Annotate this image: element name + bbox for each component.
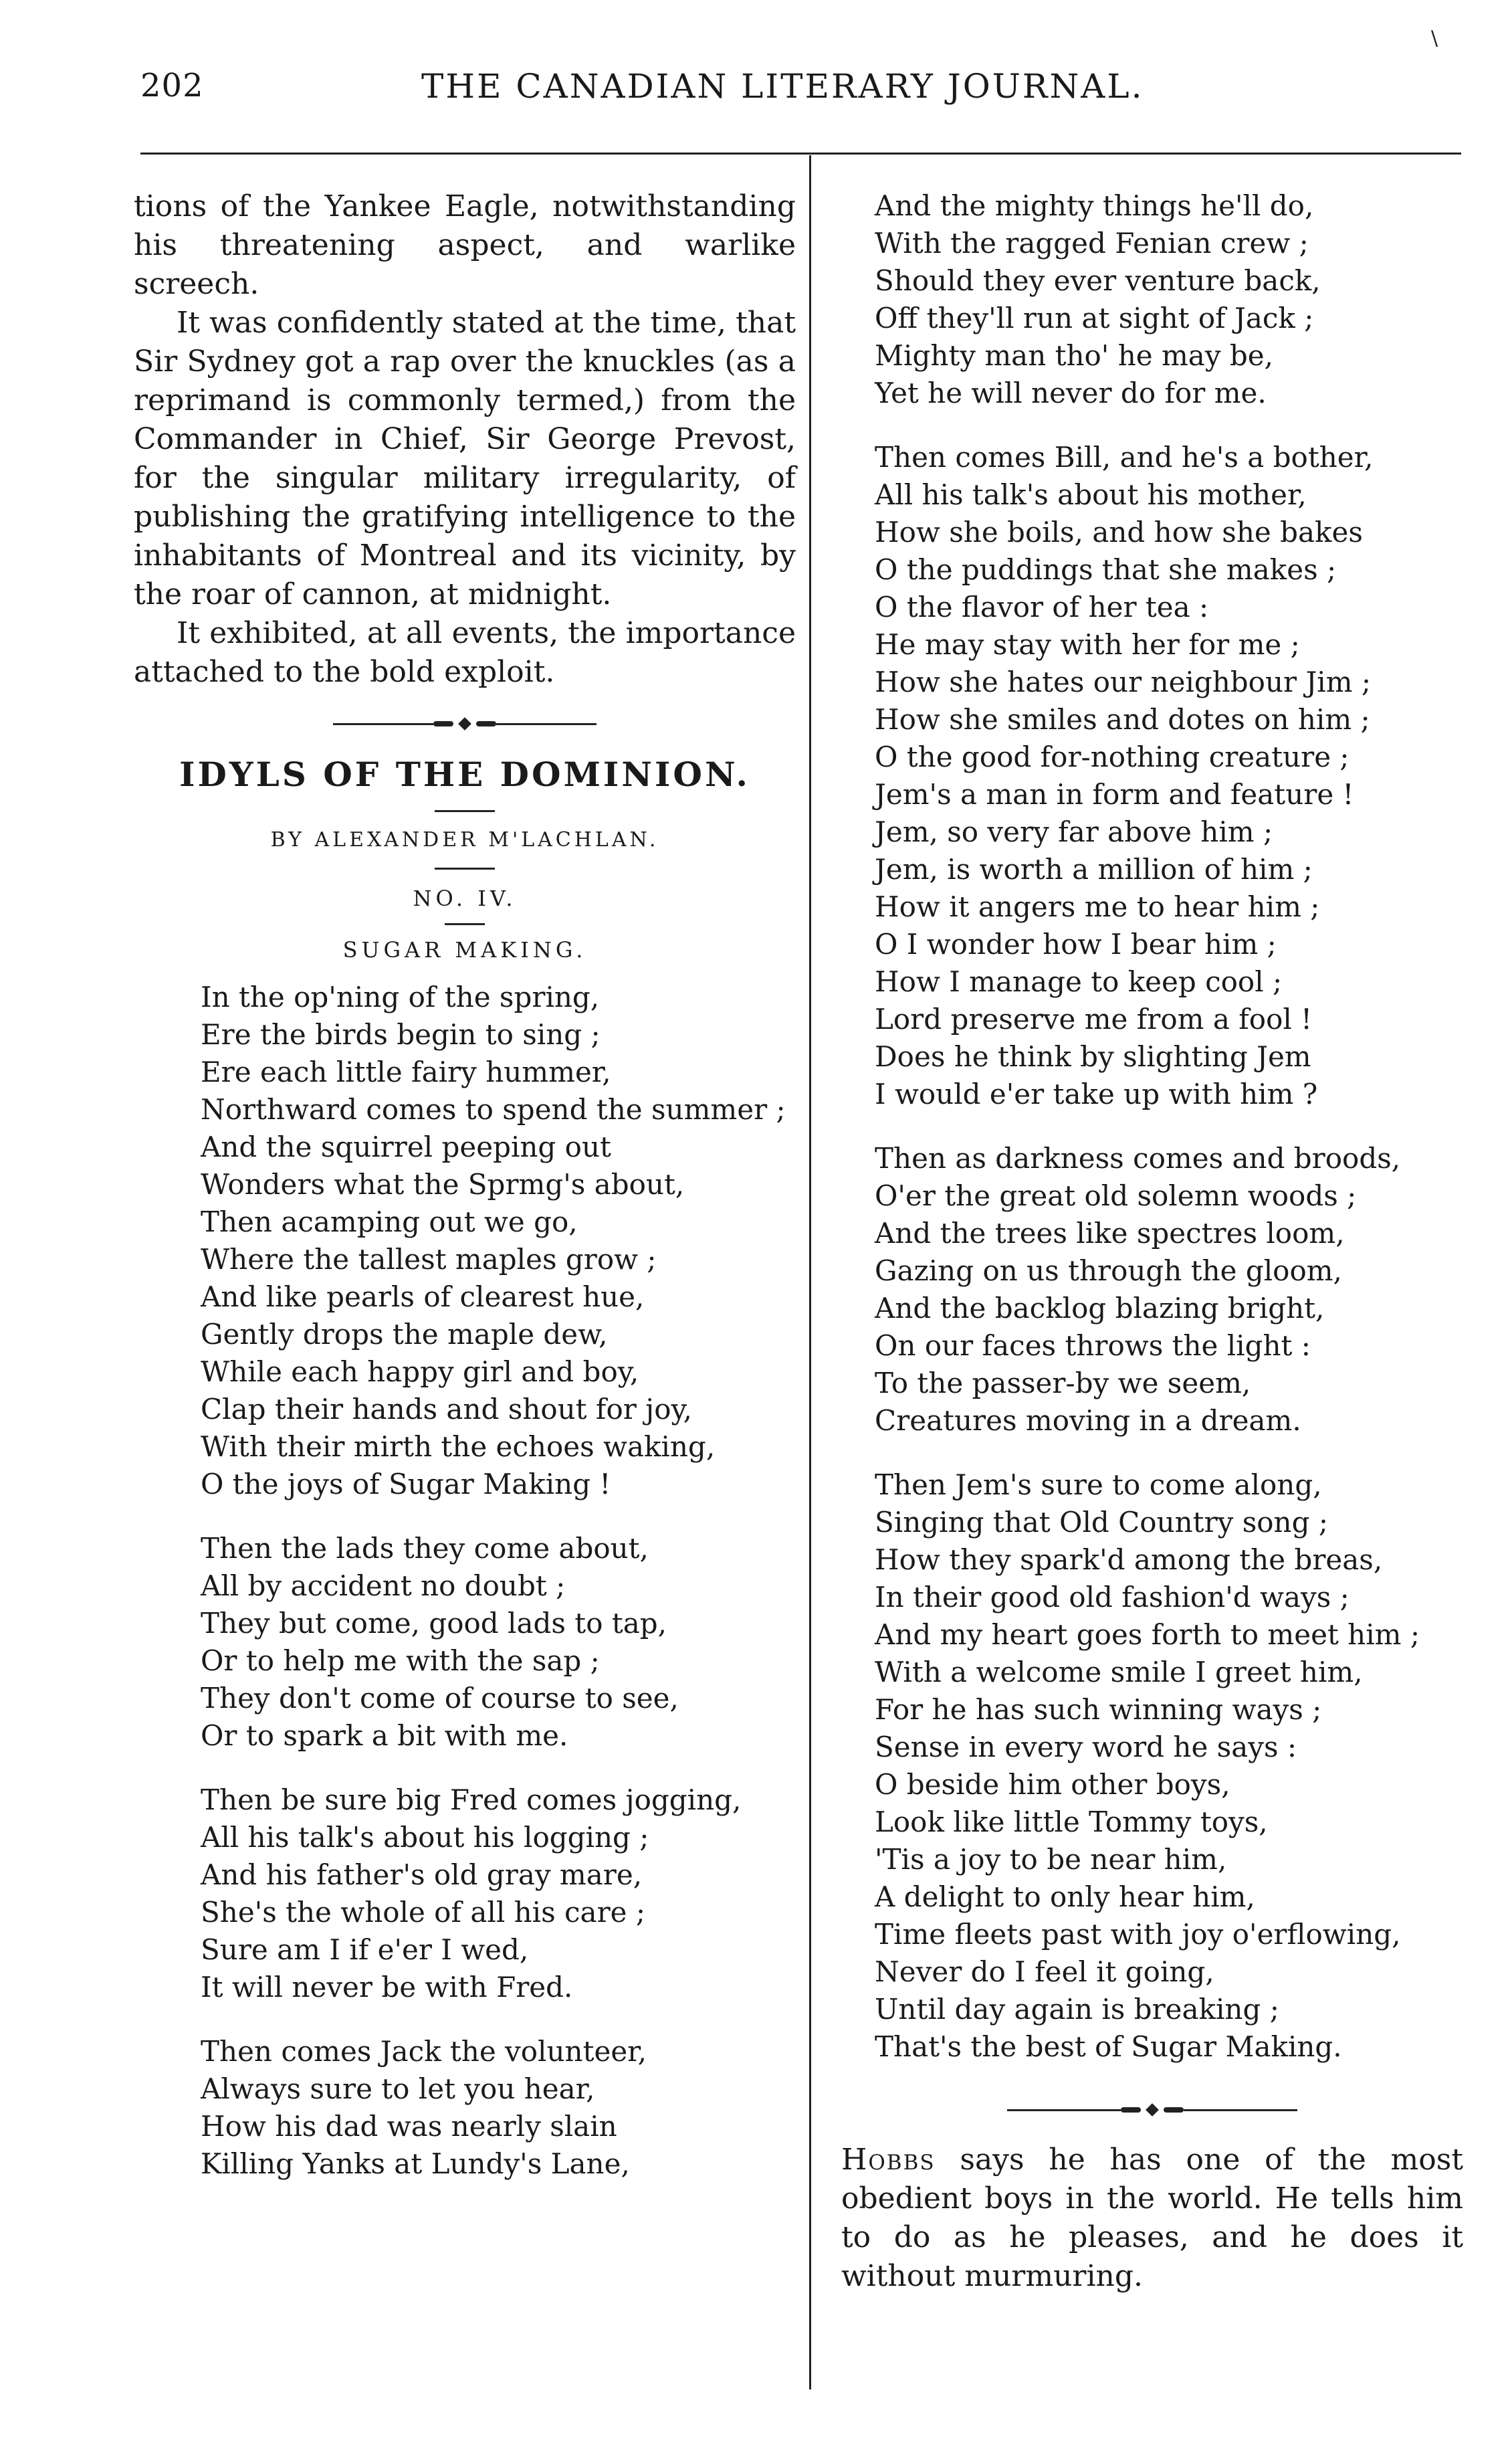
poem-line: Jem, so very far above him ; bbox=[875, 815, 1273, 848]
page-number: 202 bbox=[140, 67, 204, 104]
poem-line: How I manage to keep cool ; bbox=[875, 965, 1283, 998]
poem-line: It will never be with Fred. bbox=[201, 1971, 573, 2004]
poem-line: He may stay with her for me ; bbox=[875, 628, 1300, 661]
poem-line: In the op'ning of the spring, bbox=[201, 981, 600, 1013]
right-stanzas bbox=[841, 187, 1463, 2066]
prose-paragraph: It exhibited, at all events, the importance attached to the bold exploit. bbox=[134, 616, 796, 689]
poem-line: And like pearls of clearest hue, bbox=[201, 1280, 645, 1313]
poem-line: On our faces throws the light : bbox=[875, 1329, 1311, 1362]
poem-line: How they spark'd among the breas, bbox=[875, 1543, 1383, 1576]
poem-line: For he has such winning ways ; bbox=[875, 1693, 1322, 1726]
right-column bbox=[841, 187, 1463, 2296]
poem-line: Then Jem's sure to come along, bbox=[875, 1468, 1322, 1501]
poem-line: Gazing on us through the gloom, bbox=[875, 1254, 1342, 1287]
poem-stanza bbox=[875, 187, 1463, 412]
poem-stanza bbox=[875, 439, 1463, 1113]
poem-line: O beside him other boys, bbox=[875, 1768, 1230, 1801]
poem-stanza bbox=[201, 1530, 796, 1755]
poem-line: Look like little Tommy toys, bbox=[875, 1805, 1268, 1838]
poem-line: Gently drops the maple dew, bbox=[201, 1318, 608, 1351]
poem-line: O the good for-nothing creature ; bbox=[875, 741, 1349, 773]
poem-line: Never do I feel it going, bbox=[875, 1955, 1214, 1988]
poem-number: NO. IV. bbox=[413, 886, 517, 911]
poem-line: That's the best of Sugar Making. bbox=[875, 2030, 1342, 2063]
poem-line: O the puddings that she makes ; bbox=[875, 553, 1337, 586]
poem-line: With the ragged Fenian crew ; bbox=[875, 227, 1309, 260]
poem-line: O I wonder how I bear him ; bbox=[875, 928, 1277, 961]
poem-title: IDYLS OF THE DOMINION. bbox=[179, 755, 750, 794]
header-rule bbox=[140, 153, 1461, 155]
poem-line: Until day again is breaking ; bbox=[875, 1993, 1279, 2026]
poem-line: How it angers me to hear him ; bbox=[875, 890, 1320, 923]
poem-line: With their mirth the echoes waking, bbox=[201, 1430, 716, 1463]
poem-line: Sure am I if e'er I wed, bbox=[201, 1933, 529, 1966]
poem-line: Then the lads they come about, bbox=[201, 1532, 649, 1565]
number-rule bbox=[445, 923, 485, 925]
poem-line: O the flavor of her tea : bbox=[875, 591, 1209, 623]
poem-line: Sense in every word he says : bbox=[875, 1731, 1297, 1763]
poem-line: How she boils, and how she bakes bbox=[875, 516, 1363, 549]
poem-line: Time fleets past with joy o'erflowing, bbox=[875, 1918, 1401, 1951]
poem-line: They don't come of course to see, bbox=[201, 1682, 679, 1715]
poem-line: To the passer-by we seem, bbox=[875, 1367, 1251, 1399]
poem-line: And the backlog blazing bright, bbox=[875, 1292, 1325, 1325]
note-lead: Hobbs bbox=[841, 2143, 936, 2177]
poem-line: Does he think by slighting Jem bbox=[875, 1040, 1311, 1073]
poem-line: Wonders what the Sprmg's about, bbox=[201, 1168, 685, 1201]
running-title: THE CANADIAN LITERARY JOURNAL. bbox=[421, 67, 1144, 106]
poem-line: Then be sure big Fred comes jogging, bbox=[201, 1783, 742, 1816]
ornament-divider bbox=[134, 706, 796, 741]
ornament-divider bbox=[841, 2092, 1463, 2127]
poem-line: Or to help me with the sap ; bbox=[201, 1644, 600, 1677]
left-stanzas bbox=[134, 979, 796, 2183]
poem-line: And the mighty things he'll do, bbox=[875, 189, 1314, 222]
poem-line: Lord preserve me from a fool ! bbox=[875, 1003, 1313, 1036]
poem-line: Ere each little fairy hummer, bbox=[201, 1056, 611, 1088]
page-header bbox=[140, 54, 1451, 114]
poem-line: Should they ever venture back, bbox=[875, 264, 1321, 297]
title-rule bbox=[435, 810, 495, 812]
poem-line: With a welcome smile I greet him, bbox=[875, 1656, 1363, 1688]
poem-line: All his talk's about his mother, bbox=[875, 478, 1307, 511]
poem-line: Then comes Jack the volunteer, bbox=[201, 2035, 647, 2068]
poem-line: How his dad was nearly slain bbox=[201, 2110, 617, 2143]
poem-byline: BY ALEXANDER M'LACHLAN. bbox=[270, 828, 659, 852]
poem-line: Then acamping out we go, bbox=[201, 1205, 578, 1238]
poem-stanza bbox=[875, 1140, 1463, 1440]
poem-line: They but come, good lads to tap, bbox=[201, 1607, 667, 1640]
poem-line: How she smiles and dotes on him ; bbox=[875, 703, 1370, 736]
poem-line: Where the tallest maples grow ; bbox=[201, 1243, 657, 1276]
poem-line: And my heart goes forth to meet him ; bbox=[875, 1618, 1420, 1651]
poem-line: A delight to only hear him, bbox=[875, 1880, 1255, 1913]
closing-note bbox=[841, 2141, 1463, 2296]
poem-line: She's the whole of all his care ; bbox=[201, 1896, 646, 1929]
poem-line: Jem, is worth a million of him ; bbox=[875, 853, 1313, 886]
prose-paragraph: tions of the Yankee Eagle, notwithstanding his threatening aspect, and warlike screech. bbox=[134, 189, 796, 301]
poem-line: All by accident no doubt ; bbox=[201, 1569, 566, 1602]
poem-line: Yet he will never do for me. bbox=[875, 377, 1267, 409]
poem-stanza bbox=[201, 1781, 796, 2006]
note-text: says he has one of the most obedient boys in the world. He tells him to do as he pleases, and he does it without murmuring. bbox=[841, 2143, 1463, 2293]
poem-line: Ere the birds begin to sing ; bbox=[201, 1018, 601, 1051]
corner-mark: \ bbox=[1431, 27, 1438, 50]
poem-line: All his talk's about his logging ; bbox=[201, 1821, 649, 1854]
poem-line: And the trees like spectres loom, bbox=[875, 1217, 1345, 1250]
poem-line: Northward comes to spend the summer ; bbox=[201, 1093, 786, 1126]
poem-line: Mighty man tho' he may be, bbox=[875, 339, 1273, 372]
poem-line: Clap their hands and shout for joy, bbox=[201, 1393, 692, 1426]
poem-line: Off they'll run at sight of Jack ; bbox=[875, 302, 1314, 334]
poem-line: O the joys of Sugar Making ! bbox=[201, 1468, 611, 1500]
poem-line: Creatures moving in a dream. bbox=[875, 1404, 1301, 1437]
prose-block bbox=[134, 187, 796, 692]
left-column bbox=[134, 187, 796, 2210]
poem-line: How she hates our neighbour Jim ; bbox=[875, 666, 1372, 698]
poem-line: And the squirrel peeping out bbox=[201, 1131, 611, 1163]
poem-stanza bbox=[875, 1466, 1463, 2066]
poem-line: And his father's old gray mare, bbox=[201, 1858, 643, 1891]
poem-line: Singing that Old Country song ; bbox=[875, 1506, 1328, 1539]
poem-subtitle: SUGAR MAKING. bbox=[342, 937, 587, 963]
poem-line: 'Tis a joy to be near him, bbox=[875, 1843, 1227, 1876]
poem-line: Or to spark a bit with me. bbox=[201, 1719, 568, 1752]
poem-line: Killing Yanks at Lundy's Lane, bbox=[201, 2147, 630, 2180]
poem-line: Always sure to let you hear, bbox=[201, 2072, 595, 2105]
column-divider bbox=[809, 155, 811, 2389]
poem-line: O'er the great old solemn woods ; bbox=[875, 1179, 1357, 1212]
poem-stanza bbox=[201, 979, 796, 1503]
prose-paragraph: It was confidently stated at the time, that Sir Sydney got a rap over the knuckles (as a reprimand is commonly termed,) from the Commander in Chief, Sir George Prevost, for the singular military irregularity, of publishing the gratifying intelligence to the inhabitants of Montreal and its vicinity, by the roar of cannon, at midnight. bbox=[134, 306, 796, 611]
poem-line: Then as darkness comes and broods, bbox=[875, 1142, 1401, 1175]
poem-line: Jem's a man in form and feature ! bbox=[875, 778, 1354, 811]
poem-line: While each happy girl and boy, bbox=[201, 1355, 639, 1388]
poem-line: I would e'er take up with him ? bbox=[875, 1078, 1318, 1110]
poem-line: In their good old fashion'd ways ; bbox=[875, 1581, 1349, 1614]
poem-line: Then comes Bill, and he's a bother, bbox=[875, 441, 1374, 474]
byline-rule bbox=[435, 868, 495, 870]
poem-stanza bbox=[201, 2033, 796, 2183]
